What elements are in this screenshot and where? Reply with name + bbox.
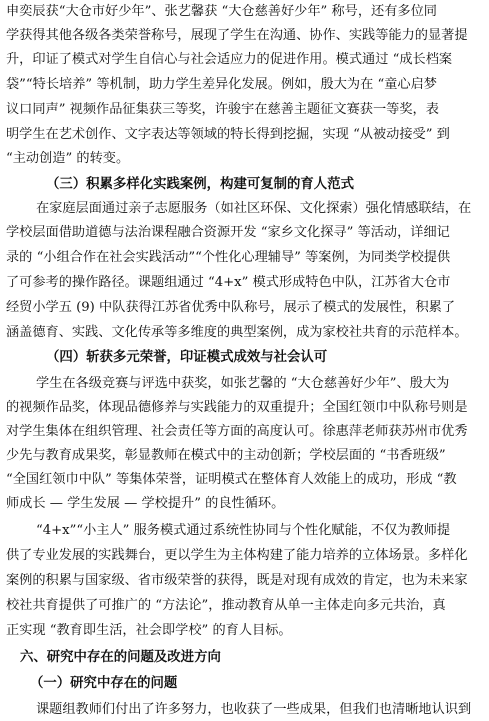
paragraph-line: 明学生在艺术创作、文字表达等领域的特长得到挖掘，实现 “从被动接受” 到	[6, 127, 450, 142]
paragraph-line: 少先与教育成果奖，彰显教师在模式中的主动创新；学校层面的 “书香班级”	[6, 448, 446, 463]
paragraph-line: 升，印证了模式对学生自信心与社会适应力的促进作用。模式通过 “成长档案	[6, 52, 453, 67]
paragraph-line: 的视频作品奖，体现品德修养与实践能力的双重提升；全国红领巾中队称号则是	[6, 400, 468, 415]
section-heading: 六、研究中存在的问题及改进方向	[20, 650, 221, 665]
subheading: （三）积累多样化实践案例，构建可复制的育人范式	[46, 177, 354, 192]
paragraph-line: 经贸小学五 (9) 中队获得江苏省优秀中队称号，展示了模式的发展性，积累了	[6, 300, 456, 315]
subheading: （一）研究中存在的问题	[30, 676, 178, 691]
paragraph-line: 师成长 — 学生发展 — 学校提升” 的良性循环。	[6, 496, 285, 511]
paragraph-line: 对学生集体在组织管理、社会责任等方面的高度认可。徐惠萍老师获苏州市优秀	[6, 424, 468, 439]
paragraph-line: 课题组教师们付出了许多努力，也收获了一些成果，但我们也清晰地认识到	[36, 702, 472, 717]
paragraph-line: 学校层面借助道德与法治课程融合资源开发 “家乡文化探寻” 等活动，详细记	[6, 225, 450, 240]
paragraph-line: 学生在各级竞赛与评选中获奖，如张艺馨的 “大仓慈善好少年”、殷大为	[36, 376, 450, 391]
subheading: （四）斩获多元荣誉，印证模式成效与社会认可	[46, 350, 328, 365]
paragraph-line: 正实现 “教育即生活，社会即学校” 的育人目标。	[6, 623, 292, 638]
paragraph-line: “4+x”“小主人” 服务模式通过系统性协同与个性化赋能，不仅为教师提	[36, 523, 451, 538]
paragraph-line: 学获得其他各级各类荣誉称号，展现了学生在沟通、协作、实践等能力的显著提	[6, 28, 468, 43]
paragraph-line: 了可参考的操作路径。课题组通过 “4+x” 模式形成特色中队，江苏省大仓市	[6, 275, 451, 290]
paragraph-line: 在家庭层面通过亲子志愿服务（如社区环保、文化探索）强化情感联结，在	[36, 201, 472, 216]
paragraph-line: 录的 “小组合作在社会实践活动”“个性化心理辅导” 等案例，为同类学校提供	[6, 250, 451, 265]
paragraph-line: 供了专业发展的实践舞台，更以学生为主体构建了能力培养的立体场景。多样化	[6, 548, 468, 563]
paragraph-line: “主动创造” 的转变。	[6, 151, 130, 166]
paragraph-line: 袋”“特长培养” 等机制，助力学生差异化发展。例如，殷大为在 “童心启梦	[6, 77, 437, 92]
paragraph-line: 申奕辰获“大仓市好少年”、张艺馨获 “大仓慈善好少年” 称号，还有多位同	[6, 4, 437, 19]
paragraph-line: 议口同声” 视频作品征集获三等奖，许骏宇在慈善主题征文赛获一等奖，表	[6, 102, 439, 117]
paragraph-line: “全国红领巾中队” 等集体荣誉，证明模式在整体育人效能上的成功，形成 “教	[6, 472, 457, 487]
paragraph-line: 案例的积累与国家级、省市级荣誉的获得，既是对现有成效的肯定，也为未来家	[6, 573, 468, 588]
paragraph-line: 涵盖德育、实践、文化传承等多维度的典型案例，成为家校社共育的示范样本。	[6, 325, 468, 340]
paragraph-line: 校社共育提供了可推广的 “方法论”，推动教育从单一主体走向多元共治，真	[6, 598, 446, 613]
